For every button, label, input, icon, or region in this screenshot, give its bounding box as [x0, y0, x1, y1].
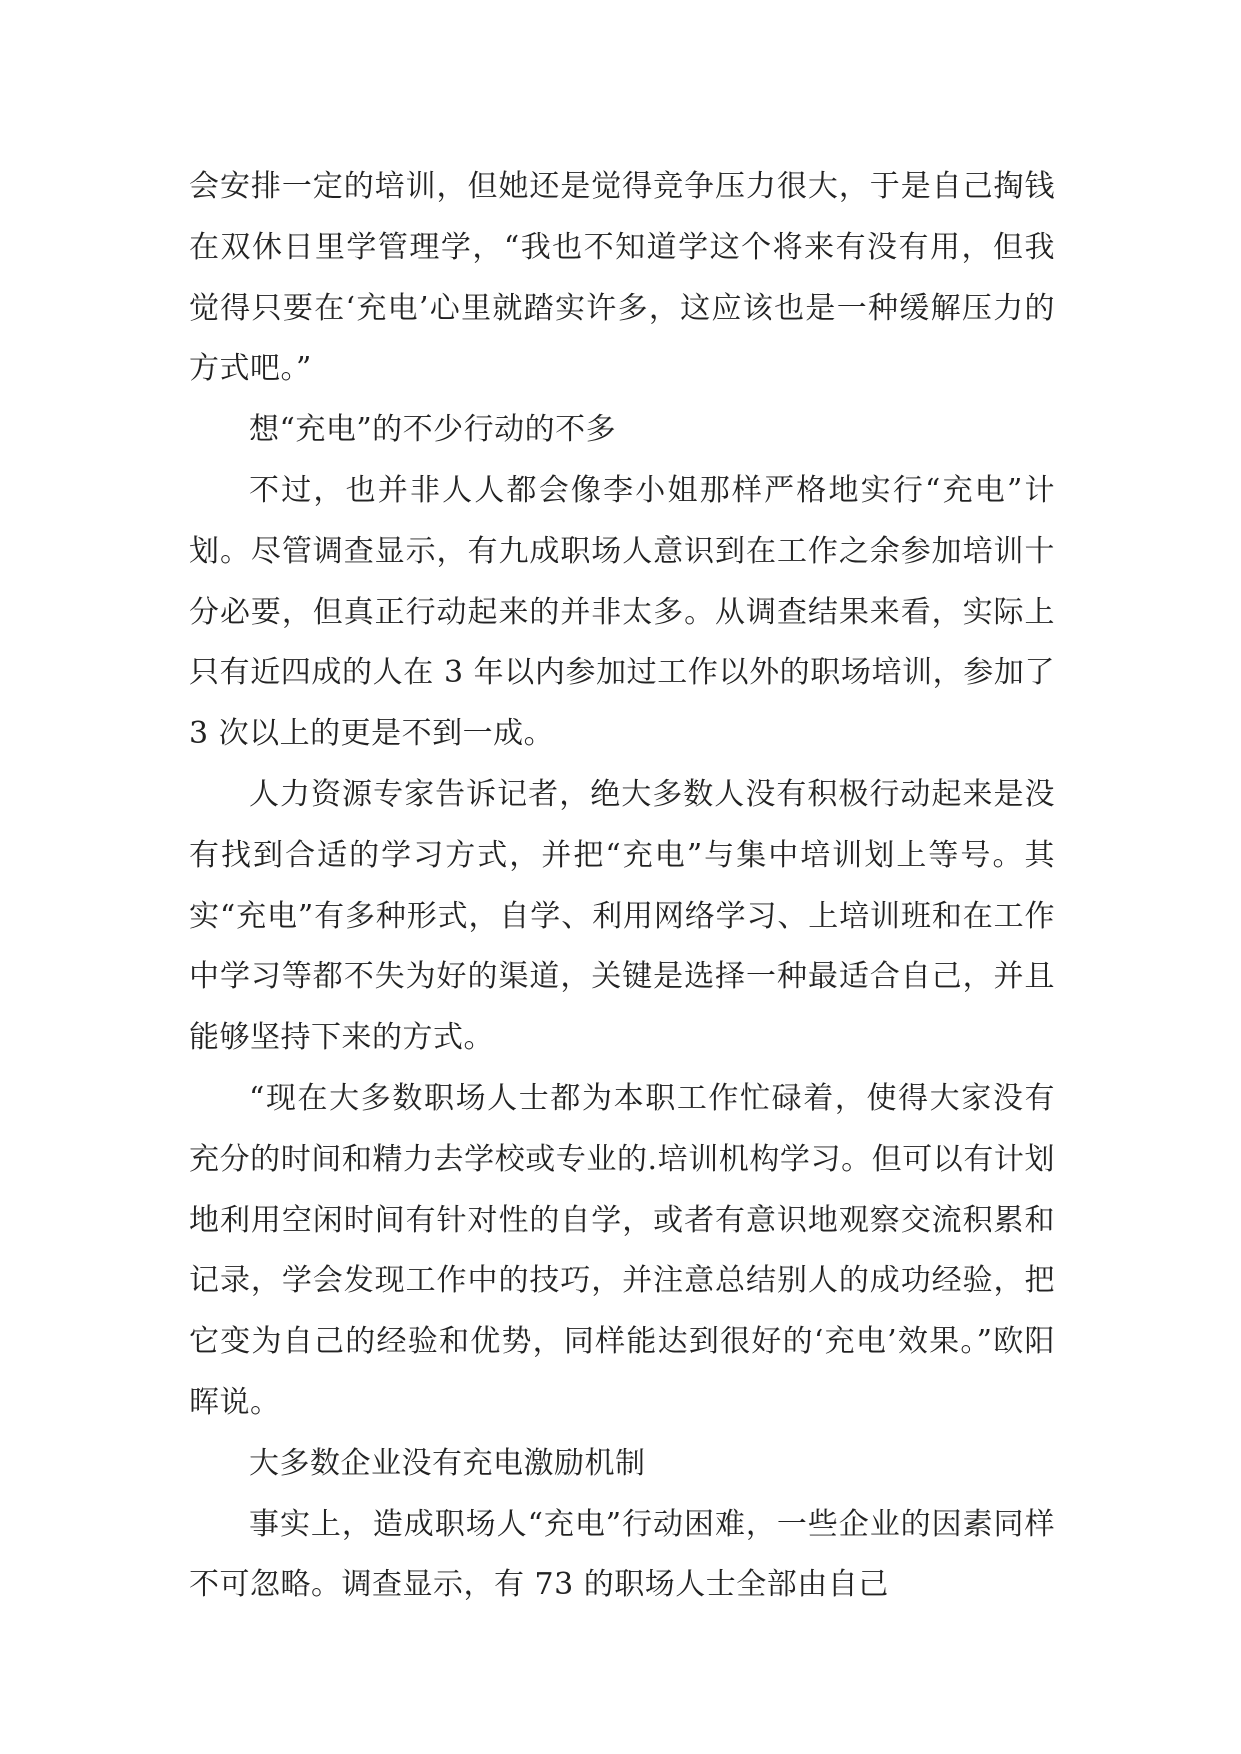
paragraph-survey-results: 不过，也并非人人都会像李小姐那样严格地实行“充电”计划。尽管调查显示，有九成职场人意识到在工作之余参加培训十分必要，但真正行动起来的并非太多。从调查结果来看，实际上只有近四成的人在 3 年以内参加过工作以外的职场培训，参加了 3 次以上的更是不到一成。 [189, 472, 1055, 752]
paragraph-continued: 会安排一定的培训，但她还是觉得竞争压力很大，于是自己掏钱在双休日里学管理学，“我也不知道学这个将来有没有用，但我觉得只要在‘充电’心里就踏实许多，这应该也是一种缓解压力的方式吧。” [189, 169, 1055, 387]
document-body [189, 157, 1055, 1616]
paragraph-quote-ouyang: “现在大多数职场人士都为本职工作忙碌着，使得大家没有充分的时间和精力去学校或专业的.培训机构学习。但可以有计划地利用空闲时间有针对性的自学，或者有意识地观察交流积累和记录，学会发现工作中的技巧，并注意总结别人的成功经验，把它变为自己的经验和优势，同样能达到很好的‘充电’效果。”欧阳晖说。 [189, 1080, 1055, 1420]
section-heading-incentive: 大多数企业没有充电激励机制 [249, 1445, 646, 1481]
paragraph-enterprise-factors: 事实上，造成职场人“充电”行动困难，一些企业的因素同样不可忽略。调查显示，有 73 的职场人士全部由自己 [189, 1506, 1055, 1603]
section-heading-charging-intent: 想“充电”的不少行动的不多 [249, 412, 617, 448]
paragraph-hr-expert: 人力资源专家告诉记者，绝大多数人没有积极行动起来是没有找到合适的学习方式，并把“充电”与集中培训划上等号。其实“充电”有多种形式，自学、利用网络学习、上培训班和在工作中学习等都不失为好的渠道，关键是选择一种最适合自己，并且能够坚持下来的方式。 [189, 776, 1055, 1056]
